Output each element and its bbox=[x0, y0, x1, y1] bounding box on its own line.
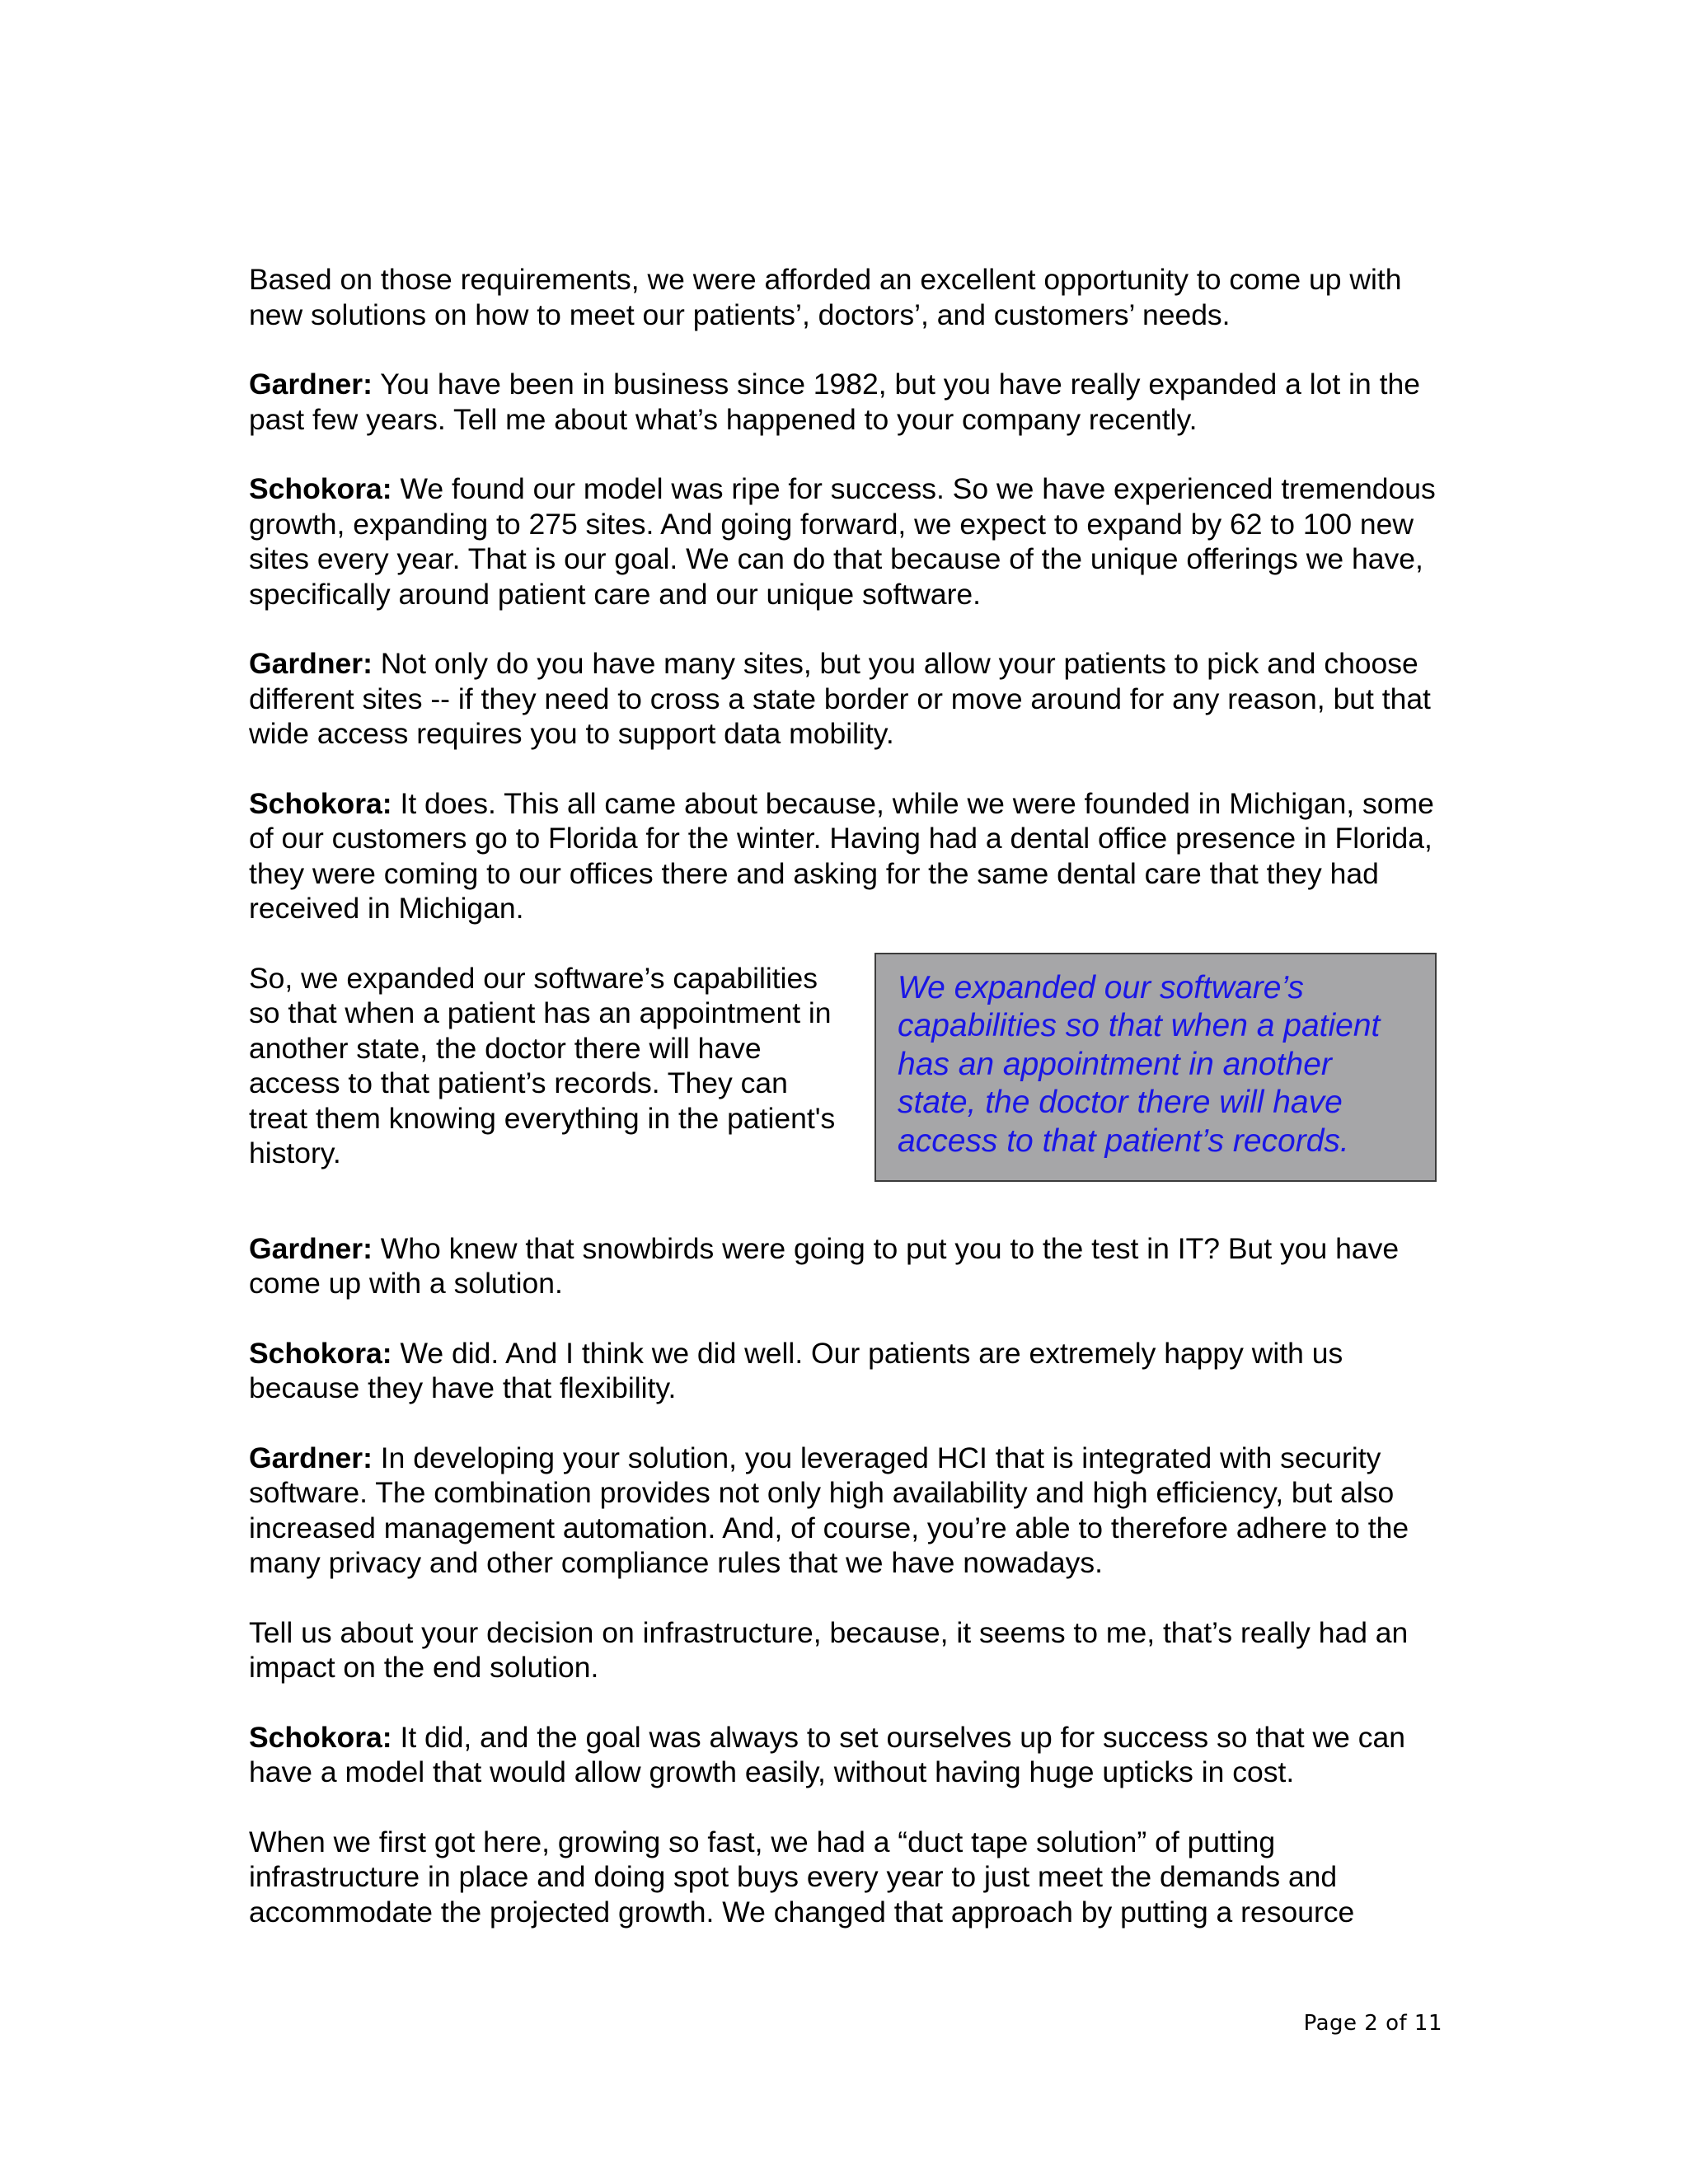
speaker-label: Gardner: bbox=[249, 647, 373, 680]
paragraph: Gardner: In developing your solution, you leveraged HCI that is integrated with security software. The combination provides not only high availability and high efficiency, but also increased management automation. And, of course, you’re able to therefore adhere to the many privacy and other compliance rules that we have nowadays. bbox=[249, 1441, 1409, 1579]
paragraph: Gardner: You have been in business since 1982, but you have really expanded a lot in the past few years. Tell me about what’s happened to your company recently. bbox=[249, 368, 1420, 436]
paragraph: Schokora: We found our model was ripe for success. So we have experienced tremendous growth, expanding to 275 sites. And going forward, we expect to expand by 62 to 100 new sites every year. That is our goal. We can do that because of the unique offerings we have, specifically around patient care and our unique software. bbox=[249, 472, 1436, 611]
paragraph: When we first got here, growing so fast, we had a “duct tape solution” of putting infrastructure in place and doing spot buys every year to just meet the demands and accommodate the projected growth. We changed that approach by putting a resource bbox=[249, 1825, 1355, 1929]
paragraph: Gardner: Not only do you have many sites, but you allow your patients to pick and choose different sites -- if they need to cross a state border or move around for any reason, but that wide access requires you to support data mobility. bbox=[249, 647, 1431, 750]
paragraph: So, we expanded our software’s capabilities so that when a patient has an appointment in another state, the doctor there will have access to that patient’s records. They can treat them knowing everything in the patient's history. bbox=[249, 961, 836, 1169]
paragraph: Schokora: It does. This all came about because, while we were founded in Michigan, some of our customers go to Florida for the winter. Having had a dental office presence in Florida, they were coming to our offices there and asking for the same dental care that they had received in Michigan. bbox=[249, 786, 1434, 925]
paragraph: Gardner: Who knew that snowbirds were going to put you to the test in IT? But you have come up with a solution. bbox=[249, 1231, 1400, 1300]
article-body bbox=[249, 262, 1452, 1964]
page-number: Page 2 of 11 bbox=[1303, 2011, 1442, 2036]
paragraph: Tell us about your decision on infrastructure, because, it seems to me, that’s really had an impact on the end solution. bbox=[249, 1615, 1409, 1684]
speaker-label: Gardner: bbox=[249, 1231, 373, 1265]
speaker-label: Schokora: bbox=[249, 1720, 392, 1754]
paragraph: Based on those requirements, we were afforded an excellent opportunity to come up with new solutions on how to meet our patients’, doctors’, and customers’ needs. bbox=[249, 263, 1402, 331]
paragraph-with-pull-quote bbox=[249, 961, 1452, 1197]
speaker-label: Schokora: bbox=[249, 472, 392, 505]
speaker-label: Gardner: bbox=[249, 368, 373, 401]
speaker-label: Schokora: bbox=[249, 1336, 392, 1370]
speaker-label: Gardner: bbox=[249, 1441, 373, 1474]
paragraph: Schokora: It did, and the goal was always to set ourselves up for success so that we can have a model that would allow growth easily, without having huge upticks in cost. bbox=[249, 1720, 1405, 1788]
speaker-label: Schokora: bbox=[249, 786, 392, 820]
paragraph: Schokora: We did. And I think we did well. Our patients are extremely happy with us because they have that flexibility. bbox=[249, 1336, 1343, 1404]
pull-quote: We expanded our software’s capabilities so that when a patient has an appointment in another state, the doctor there will have access to that patient’s records. bbox=[874, 953, 1437, 1182]
